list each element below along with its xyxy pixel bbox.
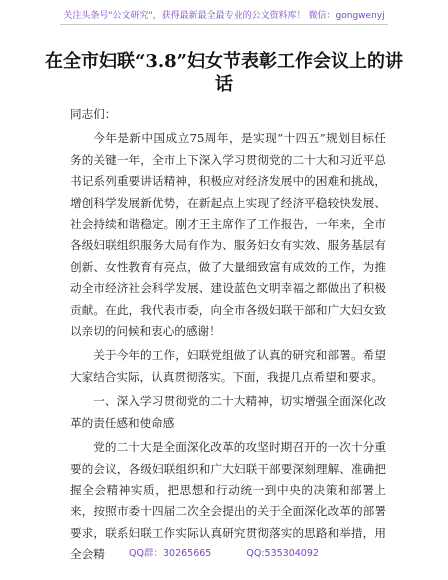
body-paragraph: 党的二十大是全面深化改革的攻坚时期召开的一次十分重要的会议，各级妇联组织和广大妇联干部要深刻理解、准确把握全会精神实质，把思想和行动统一到中央的决策和部署上来，按照市委十四届二次全会提出的关于全面深化改革的部署要求，联系妇联工作实际认真研究贯彻落实的思路和举措，用全会精 xyxy=(70,440,386,562)
page-header-banner: 关注头条号"公文研究"，获得最新最全最专业的公文资料库！ 微信：gongwenyj xyxy=(63,11,385,21)
page-footer xyxy=(0,545,448,559)
section-heading: 一、深入学习贯彻党的二十大精神，切实增强全面深化改革的责任感和使命感 xyxy=(70,394,386,430)
footer-qq-contact: QQ:535304092 xyxy=(246,548,319,559)
footer-qq-group: QQ群：30265665 xyxy=(129,548,212,559)
document-body xyxy=(70,104,386,569)
header-divider xyxy=(60,24,388,25)
salutation: 同志们： xyxy=(70,107,117,121)
body-paragraph: 今年是新中国成立75周年，是实现“十四五”规划目标任务的关键一年，全市上下深入学习贯彻党的二十大和习近平总书记系列重要讲话精神，积极应对经济发展中的困难和挑战，增创科学发展新优势，在新起点上实现了经济平稳较快发展、社会持续和谐稳定。刚才王主席作了工作报告，一年来，全市各级妇联组织服务大局有作为、服务妇女有实效、服务基层有创新、女性教育有亮点，做了大量细致富有成效的工作，为推动全市经济社会科学发展、建设蓝色文明幸福之都做出了积极贡献。在此，我代表市委，向全市各级妇联干部和广大妇女致以亲切的问候和衷心的感谢！ xyxy=(70,131,386,339)
document-title: 在全市妇联“3.8”妇女节表彰工作会议上的讲话 xyxy=(44,51,404,95)
body-paragraph: 关于今年的工作，妇联党组做了认真的研究和部署。希望大家结合实际，认真贯彻落实。下面，我提几点希望和要求。 xyxy=(70,348,386,384)
